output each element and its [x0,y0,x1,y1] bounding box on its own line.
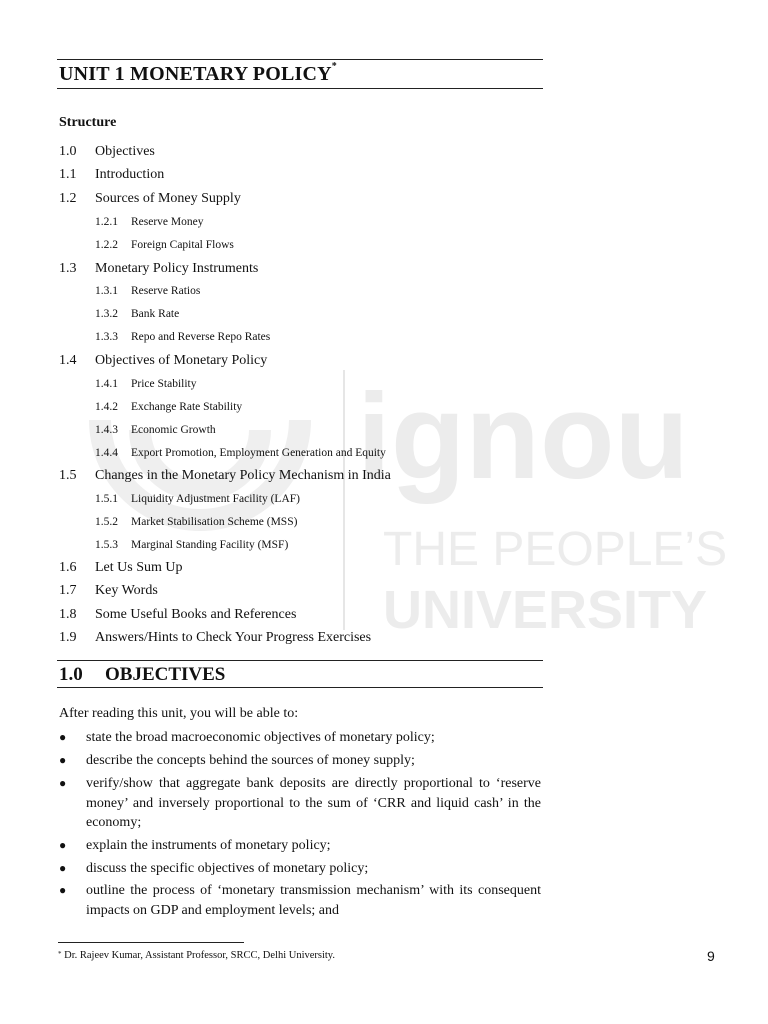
toc-label: Marginal Standing Facility (MSF) [131,539,289,551]
toc-subitem [95,401,242,413]
toc-number: 1.3.2 [95,308,118,320]
section-title: OBJECTIVES [105,664,226,685]
toc-subitem [95,331,270,343]
toc-label: Reserve Ratios [131,285,201,297]
toc-subitem [95,239,234,251]
toc-label: Objectives of Monetary Policy [95,353,268,368]
toc-label: Reserve Money [131,216,204,228]
toc-number: 1.7 [59,583,77,598]
toc-item [59,353,267,369]
toc-label: Answers/Hints to Check Your Progress Exercises [95,630,372,645]
footnote [58,950,335,961]
toc-label: Sources of Money Supply [95,191,241,206]
toc-label: Foreign Capital Flows [131,239,234,251]
toc-number: 1.4.4 [95,447,118,459]
toc-number: 1.5.1 [95,493,118,505]
toc-item [59,630,371,646]
toc-label: Liquidity Adjustment Facility (LAF) [131,493,300,505]
toc-label: Let Us Sum Up [95,560,183,575]
unit-title [59,63,337,86]
footnote-marker: * [58,950,62,958]
toc-subitem [95,308,179,320]
toc-number: 1.6 [59,560,77,575]
watermark-line1: ignou [357,368,689,504]
footnote-text: Dr. Rajeev Kumar, Assistant Professor, SRCC, Delhi University. [61,950,336,961]
section-heading [59,664,225,686]
toc-label: Key Words [95,583,158,598]
section-number: 1.0 [59,664,83,685]
toc-number: 1.3 [59,261,77,276]
objective-text: describe the concepts behind the sources of money supply; [86,753,415,768]
toc-number: 1.3.3 [95,331,118,343]
watermark-line3: UNIVERSITY [383,580,708,640]
toc-subitem [95,378,196,390]
toc-number: 1.4.1 [95,378,118,390]
bullet-icon: ● [59,730,67,744]
toc-subitem [95,516,297,528]
toc-subitem [95,539,288,551]
toc-subitem [95,447,386,459]
toc-item [59,607,296,623]
bullet-icon: ● [59,883,67,897]
toc-number: 1.3.1 [95,285,118,297]
toc-label: Repo and Reverse Repo Rates [131,331,271,343]
objective-text: explain the instruments of monetary policy; [86,838,331,853]
toc-number: 1.4.3 [95,424,118,436]
toc-label: Some Useful Books and References [95,607,297,622]
toc-subitem [95,424,216,436]
toc-number: 1.4 [59,353,77,368]
toc-label: Exchange Rate Stability [131,401,243,413]
toc-number: 1.2.2 [95,239,118,251]
intro-text: After reading this unit, you will be able to: [59,706,299,721]
bullet-icon: ● [59,776,67,790]
toc-number: 1.0 [59,144,77,159]
toc-label: Economic Growth [131,424,216,436]
toc-number: 1.5 [59,468,77,483]
bullet-icon: ● [59,861,67,875]
toc-number: 1.1 [59,167,77,182]
title-top-rule [57,59,543,60]
toc-number: 1.8 [59,607,77,622]
page-number: 9 [707,948,715,964]
toc-item [59,468,391,484]
toc-label: Export Promotion, Employment Generation and Equity [131,447,386,459]
toc-number: 1.2 [59,191,77,206]
title-bottom-rule [57,88,543,89]
toc-item [59,583,158,599]
toc-number: 1.4.2 [95,401,118,413]
structure-heading: Structure [59,115,117,130]
objective-text: verify/show that aggregate bank deposits are directly proportional to ‘reserve money’ and inversely proportional to the sum of ‘CRR and liquid cash’ in the economy; [86,776,541,830]
toc-label: Bank Rate [131,308,180,320]
toc-subitem [95,285,200,297]
unit-title-text: UNIT 1 MONETARY POLICY [59,63,332,85]
toc-item [59,191,241,207]
objective-text: outline the process of ‘monetary transmission mechanism’ with its consequent impacts on GDP and employment levels; and [86,883,541,918]
toc-label: Changes in the Monetary Policy Mechanism in India [95,468,391,483]
toc-number: 1.5.3 [95,539,118,551]
toc-number: 1.2.1 [95,216,118,228]
toc-item [59,261,258,277]
toc-label: Monetary Policy Instruments [95,261,259,276]
toc-item [59,560,183,576]
toc-label: Introduction [95,167,165,182]
section-bottom-rule [57,687,543,688]
toc-label: Price Stability [131,378,197,390]
toc-subitem [95,216,204,228]
footnote-rule [58,942,244,943]
section-top-rule [57,660,543,661]
objective-text: state the broad macroeconomic objectives of monetary policy; [86,730,435,745]
bullet-icon: ● [59,838,67,852]
toc-label: Objectives [95,144,155,159]
objective-text: discuss the specific objectives of monetary policy; [86,861,369,876]
watermark-line2: THE PEOPLE’S [383,523,728,576]
toc-item [59,167,164,183]
toc-item [59,144,155,160]
unit-title-marker: * [331,61,337,72]
toc-number: 1.5.2 [95,516,118,528]
toc-subitem [95,493,300,505]
toc-label: Market Stabilisation Scheme (MSS) [131,516,298,528]
bullet-icon: ● [59,753,67,767]
toc-number: 1.9 [59,630,77,645]
